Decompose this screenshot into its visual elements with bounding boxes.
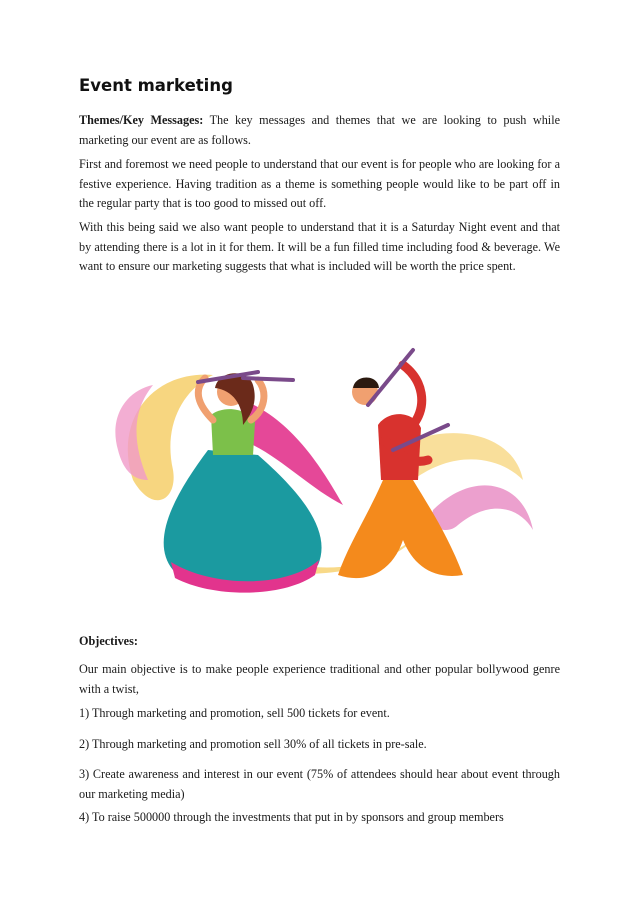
- objectives-title: Objectives:: [79, 634, 138, 648]
- themes-paragraph: [79, 111, 560, 150]
- man-hair: [353, 378, 379, 389]
- objective-item: 4) To raise 500000 through the investments that put in by sponsors and group members: [79, 810, 504, 824]
- man-dandiya-stick-1: [368, 350, 413, 405]
- saturday-night-paragraph: With this being said we also want people to understand that it is a Saturday Night event and that by attending there is a lot in it for them. It will be a fun filled time including food & beverage. We want to ensure our marketing suggests that what is included will be worth the price spent.: [79, 220, 560, 273]
- page-heading: Event marketing: [79, 76, 233, 95]
- dancing-couple-illustration: [93, 330, 538, 600]
- pink-swirl-right: [432, 485, 533, 530]
- objectives-intro: Our main objective is to make people experience traditional and other popular bollywood genre with a twist,: [79, 662, 560, 696]
- objective-item: 3) Create awareness and interest in our event (75% of attendees should hear about event through our marketing media): [79, 767, 560, 801]
- themes-label: Themes/Key Messages:: [79, 113, 204, 127]
- experience-paragraph: First and foremost we need people to understand that our event is for people who are looking for a festive experience. Having tradition as a theme is something people would like to be part off in the regular party that is too good to missed out off.: [79, 157, 560, 210]
- themes-text: The key messages and themes that we are looking to push while marketing our event are as follows.: [79, 113, 560, 147]
- objective-item: 1) Through marketing and promotion, sell 500 tickets for event.: [79, 706, 390, 720]
- woman-dandiya-stick-2: [243, 378, 293, 380]
- objective-item: 2) Through marketing and promotion sell 30% of all tickets in pre-sale.: [79, 737, 427, 751]
- woman-arm-left: [198, 378, 213, 420]
